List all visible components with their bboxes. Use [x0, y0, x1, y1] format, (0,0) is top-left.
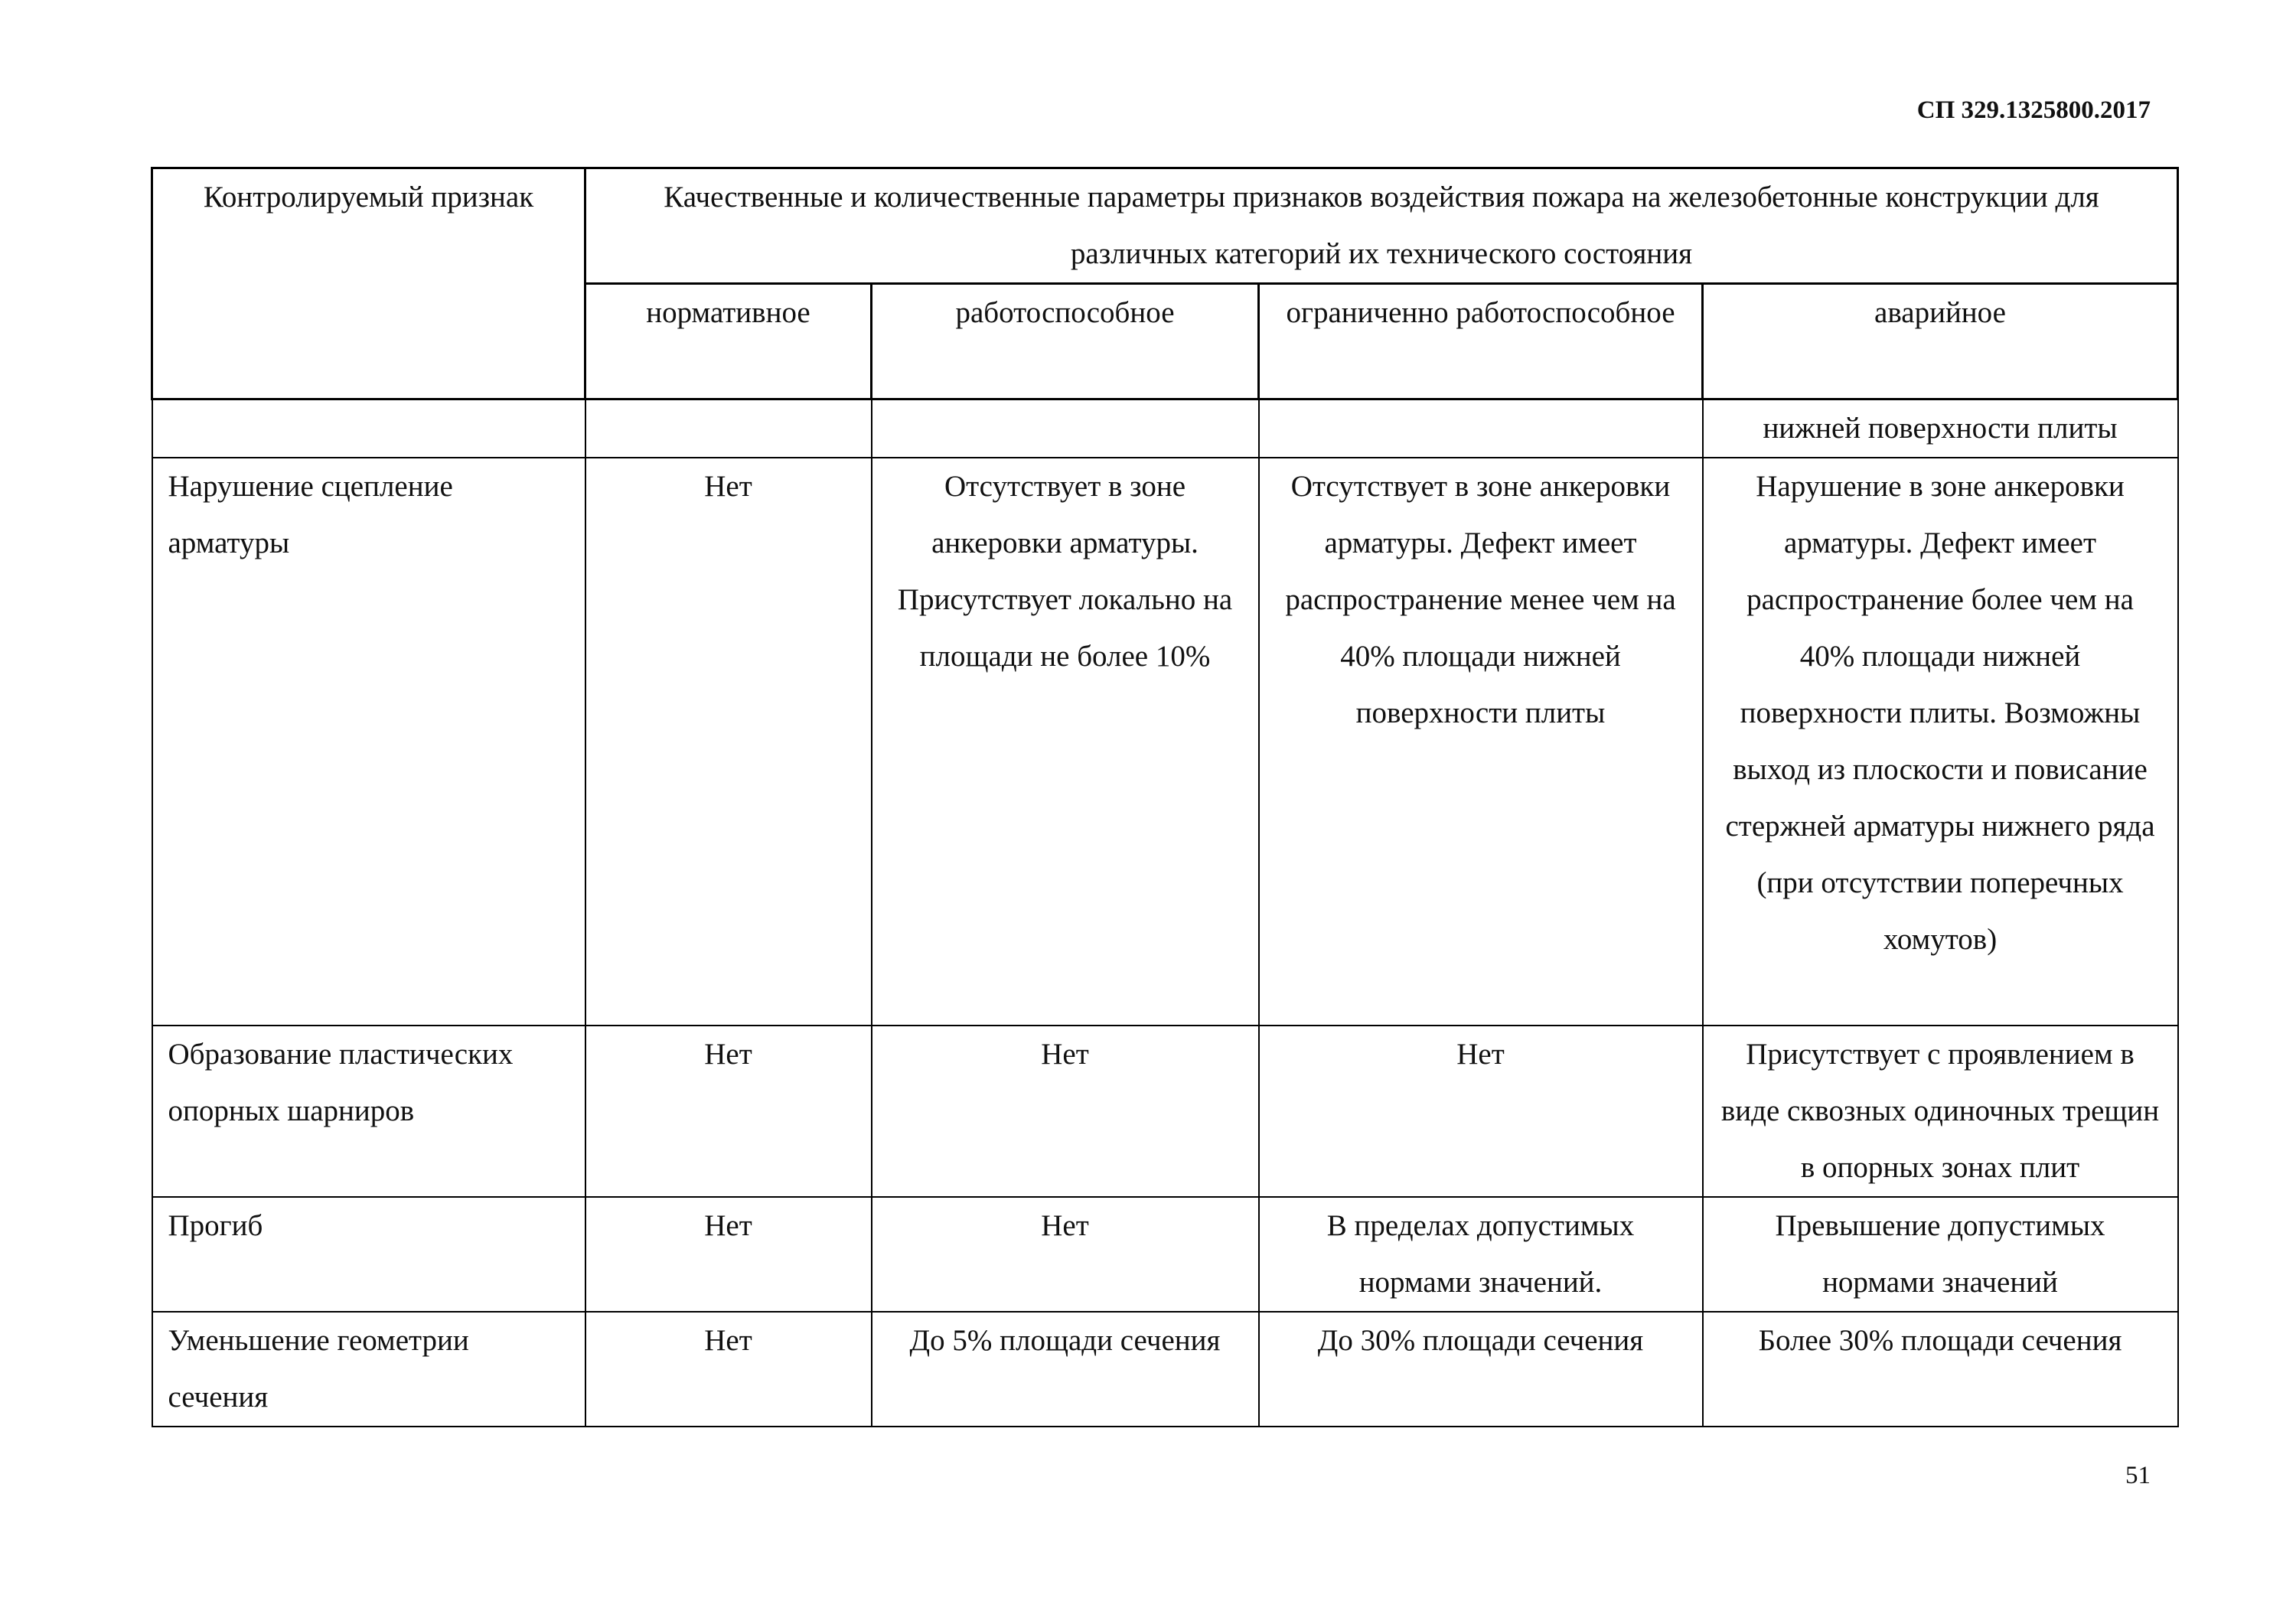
table-row: [152, 1197, 2178, 1312]
value-cell: Отсутствует в зоне анкеровки арматуры. Дефект имеет распространение менее чем на 40% площади нижней поверхности плиты: [1259, 458, 1703, 1026]
value-cell: Нет: [585, 1197, 872, 1312]
category-header-emergency: аварийное: [1703, 284, 2178, 399]
feature-cell: Уменьшение геометрии сечения: [152, 1312, 585, 1427]
feature-cell: [152, 399, 585, 458]
value-cell: Присутствует с проявлением в виде сквозных одиночных трещин в опорных зонах плит: [1703, 1026, 2178, 1197]
table-row: [152, 458, 2178, 1026]
feature-column-header: Контролируемый признак: [152, 168, 585, 399]
page-number: 51: [2125, 1462, 2151, 1489]
feature-cell: Образование пластических опорных шарниров: [152, 1026, 585, 1197]
value-cell: [1259, 399, 1703, 458]
value-cell: Превышение допустимых нормами значений: [1703, 1197, 2178, 1312]
table-row: [152, 399, 2178, 458]
value-cell: До 30% площади сечения: [1259, 1312, 1703, 1427]
value-cell: [585, 399, 872, 458]
fire-damage-table: [151, 167, 2179, 1427]
value-cell: Нарушение в зоне анкеровки арматуры. Дефект имеет распространение более чем на 40% площади нижней поверхности плиты. Возможны выход из плоскости и повисание стержней арматуры нижнего ряда (при отсутствии поперечных хомутов): [1703, 458, 2178, 1026]
value-cell: Нет: [872, 1026, 1259, 1197]
feature-cell: Нарушение сцепление арматуры: [152, 458, 585, 1026]
value-cell: Нет: [1259, 1026, 1703, 1197]
category-header-normative: нормативное: [585, 284, 872, 399]
table-row: [152, 1312, 2178, 1427]
category-header-operable: работоспособное: [872, 284, 1259, 399]
value-cell: В пределах допустимых нормами значений.: [1259, 1197, 1703, 1312]
value-cell: Отсутствует в зоне анкеровки арматуры. Присутствует локально на площади не более 10%: [872, 458, 1259, 1026]
document-code: СП 329.1325800.2017: [1916, 96, 2151, 124]
value-cell: [872, 399, 1259, 458]
value-cell: Нет: [585, 458, 872, 1026]
value-cell: До 5% площади сечения: [872, 1312, 1259, 1427]
value-cell: нижней поверхности плиты: [1703, 399, 2178, 458]
value-cell: Нет: [585, 1026, 872, 1197]
value-cell: Нет: [872, 1197, 1259, 1312]
value-cell: Более 30% площади сечения: [1703, 1312, 2178, 1427]
parameters-group-header: Качественные и количественные параметры признаков воздействия пожара на железобетонные конструкции для различных категорий их технического состояния: [585, 168, 2178, 284]
feature-cell: Прогиб: [152, 1197, 585, 1312]
category-header-limited-operable: ограниченно работоспособное: [1259, 284, 1703, 399]
value-cell: Нет: [585, 1312, 872, 1427]
table-row: [152, 1026, 2178, 1197]
